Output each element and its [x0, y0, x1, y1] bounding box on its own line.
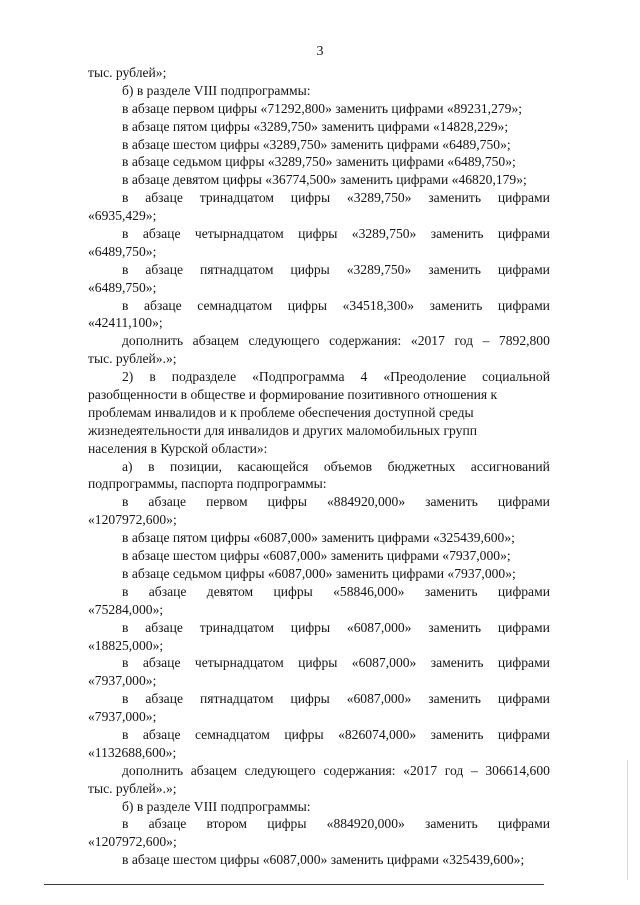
text-word: «884920,000»: [326, 494, 406, 510]
text-word: цифрами: [497, 494, 550, 510]
text-word: пятнадцатом: [199, 691, 274, 707]
text-line: «1132688,600»;: [88, 744, 177, 760]
text-word: цифры: [290, 691, 330, 707]
text-word: –: [470, 762, 478, 778]
text-word: в: [148, 458, 155, 474]
text-word: в: [122, 261, 129, 277]
text-word: –: [482, 333, 490, 349]
text-word: в: [122, 190, 129, 206]
text-word: абзаце: [148, 816, 187, 832]
text-word: цифры: [273, 583, 313, 599]
text-word: абзаце: [142, 655, 181, 671]
text-line: в абзаце девятом цифры «36774,500» заменить цифрами «46820,179»;: [122, 172, 527, 188]
text-line: [88, 762, 550, 780]
text-word: позиции,: [169, 458, 222, 474]
text-word: цифры: [267, 494, 307, 510]
text-word: в: [122, 226, 129, 242]
text-word: заменить: [425, 816, 478, 832]
text-word: цифрами: [497, 190, 550, 206]
text-word: цифрами: [497, 816, 550, 832]
text-line: [88, 261, 550, 279]
text-word: дополнить: [122, 762, 184, 778]
text-word: следующего: [248, 333, 320, 349]
text-word: тринадцатом: [199, 190, 274, 206]
text-word: год: [454, 333, 473, 349]
text-word: в: [122, 494, 129, 510]
text-word: «3289,750»: [346, 261, 412, 277]
text-word: содержания:: [329, 333, 402, 349]
text-word: цифры: [290, 619, 331, 635]
text-line: в абзаце седьмом цифры «3289,750» заменить цифрами «6489,750»;: [122, 154, 516, 170]
text-word: бюджетных: [387, 458, 456, 474]
text-line: в абзаце пятом цифры «3289,750» заменить цифрами «14828,229»;: [122, 118, 509, 134]
text-line: [88, 493, 550, 511]
text-line: б) в разделе VIII подпрограммы:: [122, 798, 311, 814]
text-word: объемов: [323, 458, 373, 474]
text-word: «58846,000»: [333, 583, 405, 599]
text-line: б) в разделе VIII подпрограммы:: [122, 82, 311, 98]
text-word: 2): [122, 369, 134, 385]
text-word: семнадцатом: [197, 297, 273, 313]
text-line: в абзаце шестом цифры «6087,000» заменить цифрами «325439,600»;: [122, 852, 525, 868]
text-word: «884920,000»: [326, 816, 405, 832]
text-word: цифрами: [497, 297, 550, 313]
text-line: [88, 297, 550, 315]
text-word: «6087,000»: [351, 655, 417, 671]
scan-edge-mark: [627, 760, 628, 880]
text-word: заменить: [430, 226, 484, 242]
text-word: содержания:: [323, 762, 396, 778]
text-word: втором: [206, 816, 248, 832]
text-line: [88, 619, 550, 637]
text-word: заменить: [430, 655, 484, 671]
text-line: подпрограммы, паспорта подпрограммы:: [88, 476, 327, 492]
text-word: абзаце: [145, 190, 183, 206]
text-word: дополнить: [122, 333, 184, 349]
text-word: в: [122, 691, 129, 707]
text-word: в: [122, 583, 129, 599]
text-word: пятнадцатом: [199, 261, 274, 277]
text-word: тринадцатом: [199, 619, 274, 635]
text-line: проблемам инвалидов и к проблеме обеспечения доступной среды: [88, 404, 474, 420]
text-word: «Преодоление: [383, 369, 467, 385]
text-word: в: [122, 655, 129, 671]
text-word: ассигнований: [470, 458, 550, 474]
text-word: заменить: [428, 190, 482, 206]
text-word: абзаце: [145, 691, 184, 707]
text-line: в абзаце шестом цифры «6087,000» заменить цифрами «7937,000»;: [122, 548, 511, 564]
text-word: касающейся: [237, 458, 309, 474]
text-word: цифры: [284, 726, 324, 742]
text-line: в абзаце первом цифры «71292,800» заменить цифрами «89231,279»;: [122, 100, 523, 116]
text-word: цифрами: [497, 583, 550, 599]
text-word: «6087,000»: [346, 691, 412, 707]
text-word: цифры: [290, 261, 330, 277]
text-word: «2017: [403, 762, 438, 778]
text-word: заменить: [424, 583, 478, 599]
text-word: цифры: [298, 655, 338, 671]
text-line: разобщенности в обществе и формирование позитивного отношения к: [88, 387, 498, 403]
text-line: [88, 189, 550, 207]
text-word: абзаце: [148, 583, 187, 599]
text-line: в абзаце шестом цифры «3289,750» заменить цифрами «6489,750»;: [122, 136, 511, 152]
text-line: «7937,000»;: [88, 709, 157, 725]
text-word: подразделе: [171, 369, 237, 385]
text-word: четырнадцатом: [194, 226, 284, 242]
text-line: [88, 690, 550, 708]
text-line: «1207972,600»;: [88, 512, 177, 528]
text-word: абзаце: [142, 226, 181, 242]
text-word: цифры: [287, 297, 328, 313]
text-word: в: [122, 297, 129, 313]
text-word: первом: [206, 494, 248, 510]
text-word: заменить: [428, 619, 482, 635]
text-word: цифрами: [497, 261, 550, 277]
text-line: жизнедеятельности для инвалидов и других маломобильных групп: [88, 422, 478, 438]
text-word: цифрами: [497, 691, 550, 707]
text-line: [88, 368, 550, 386]
text-line: населения в Курской области»:: [88, 440, 268, 456]
document-body: [88, 64, 550, 869]
text-word: «3289,750»: [351, 226, 417, 242]
text-line: «6489,750»;: [88, 243, 157, 259]
text-word: абзаце: [145, 619, 183, 635]
text-word: в: [122, 816, 129, 832]
text-line: «7937,000»;: [88, 673, 157, 689]
text-line: [88, 815, 550, 833]
text-word: «6087,000»: [346, 619, 412, 635]
text-word: семнадцатом: [194, 726, 270, 742]
text-word: абзаце: [144, 297, 182, 313]
text-line: «42411,100»;: [88, 315, 163, 331]
page-number: 3: [316, 44, 324, 59]
text-line: [88, 583, 550, 601]
text-word: заменить: [429, 297, 483, 313]
text-line: «75284,000»;: [88, 601, 164, 617]
text-word: абзацем: [192, 333, 239, 349]
text-line: тыс. рублей».»;: [88, 780, 177, 796]
text-line: тыс. рублей».»;: [88, 351, 177, 367]
text-word: 7892,800: [498, 333, 550, 349]
text-word: в: [122, 726, 129, 742]
text-word: год: [444, 762, 464, 778]
text-word: в: [122, 619, 129, 635]
text-word: абзаце: [145, 261, 184, 277]
text-line: «6935,429»;: [88, 208, 157, 224]
text-line: [88, 332, 550, 350]
text-line: «1207972,600»;: [88, 834, 177, 850]
text-word: цифрами: [497, 726, 550, 742]
text-word: цифрами: [497, 226, 550, 242]
text-word: цифры: [267, 816, 307, 832]
text-line: «6489,750»;: [88, 279, 157, 295]
text-word: заменить: [425, 494, 478, 510]
text-word: «826074,000»: [338, 726, 417, 742]
text-word: заменить: [428, 691, 481, 707]
text-word: цифры: [298, 226, 338, 242]
text-line: тыс. рублей»;: [88, 65, 167, 80]
text-word: социальной: [482, 369, 550, 385]
text-word: «34518,300»: [342, 297, 414, 313]
text-word: заменить: [430, 726, 484, 742]
text-word: абзаце: [142, 726, 181, 742]
text-word: цифрами: [497, 619, 550, 635]
text-word: абзаце: [148, 494, 187, 510]
text-word: цифрами: [497, 655, 550, 671]
text-word: следующего: [244, 762, 316, 778]
text-line: в абзаце седьмом цифры «6087,000» заменить цифрами «7937,000»;: [122, 565, 516, 581]
footer-rule: [44, 884, 544, 885]
text-line: «18825,000»;: [88, 637, 164, 653]
text-word: 306614,600: [485, 762, 550, 778]
text-line: [88, 654, 550, 672]
text-word: абзацем: [190, 762, 237, 778]
text-word: а): [122, 458, 133, 474]
text-word: «3289,750»: [346, 190, 412, 206]
text-word: в: [149, 369, 156, 385]
text-word: 4: [360, 369, 368, 385]
text-line: в абзаце пятом цифры «6087,000» заменить цифрами «325439,600»;: [122, 530, 515, 546]
text-word: четырнадцатом: [194, 655, 284, 671]
text-word: девятом: [206, 583, 254, 599]
text-line: [88, 225, 550, 243]
text-line: [88, 458, 550, 476]
text-word: «2017: [410, 333, 445, 349]
text-word: заменить: [428, 261, 481, 277]
text-word: «Подпрограмма: [252, 369, 345, 385]
text-line: [88, 726, 550, 744]
text-word: цифры: [290, 190, 331, 206]
